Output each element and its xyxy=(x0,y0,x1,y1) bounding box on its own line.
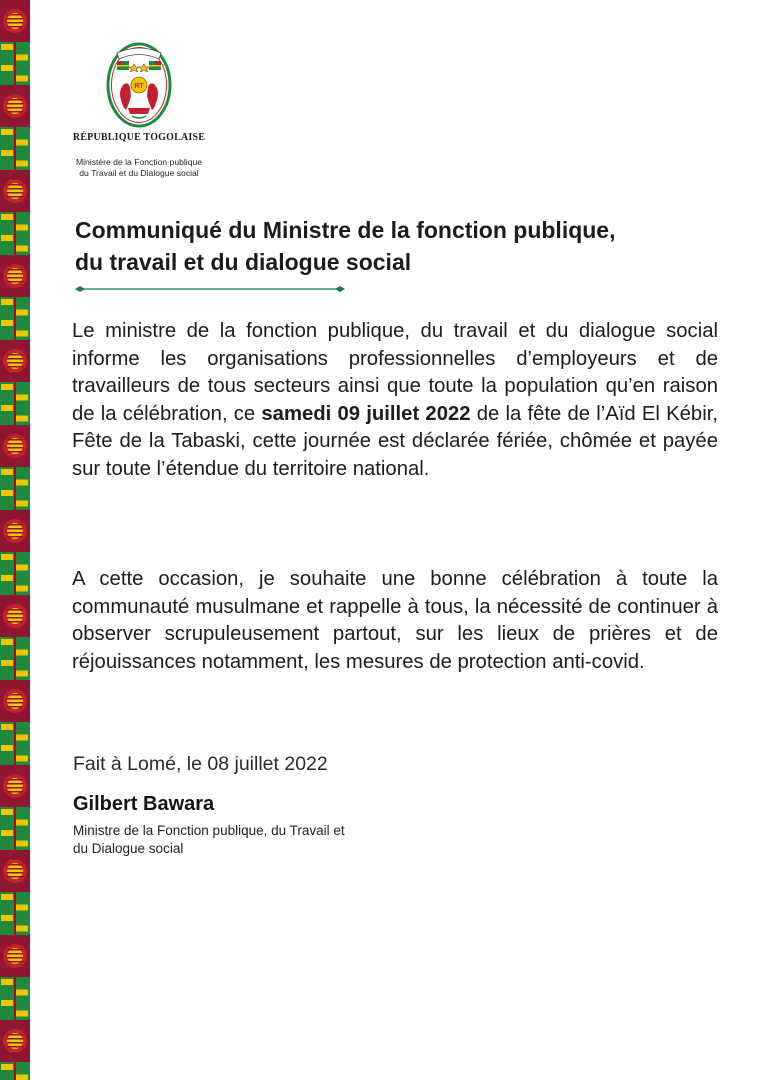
coat-of-arms-icon xyxy=(104,38,174,128)
para1-text-end: de la fête de l’Aïd El Kébir, Fête de la Tabaski, cette journée est déclarée fériée, chômée et payée sur toute l’étendue du territoire national. xyxy=(72,402,718,480)
ministry-line-2: du Travail et du Dialogue social xyxy=(79,168,199,178)
signatory-title-line-2: du Dialogue social xyxy=(73,841,184,856)
title-line-2: du travail et du dialogue social xyxy=(75,249,412,275)
ministry-header xyxy=(56,157,222,179)
title-line-1: Communiqué du Ministre de la fonction publique, xyxy=(75,217,616,243)
ministry-line-1: Ministère de la Fonction publique xyxy=(75,157,203,167)
holiday-date-highlight: samedi 09 juillet 2022 xyxy=(261,402,471,425)
title-divider xyxy=(75,284,345,294)
place-and-date: Fait à Lomé, le 08 juillet 2022 xyxy=(73,753,328,775)
para1-text-start: Le ministre de la fonction publique, du travail et du dialogue social informe les organisations professionnelles d’employeurs et de travailleurs de tous secteurs ainsi que toute la population qu’en raison de la célébration, ce xyxy=(72,320,718,425)
signatory-title xyxy=(73,822,453,858)
paragraph-announcement xyxy=(72,318,718,483)
signatory-title-line-1: Ministre de la Fonction publique, du Travail et xyxy=(73,823,345,838)
svg-text:RT: RT xyxy=(134,83,144,90)
communique-title xyxy=(75,214,735,278)
country-name: RÉPUBLIQUE TOGOLAISE xyxy=(72,132,206,143)
decorative-border-strip xyxy=(0,0,30,1080)
signatory-name: Gilbert Bawara xyxy=(73,793,215,815)
paragraph-wishes: A cette occasion, je souhaite une bonne célébration à toute la communauté musulmane et rappelle à tous, la nécessité de continuer à observer scrupuleusement partout, sur les lieux de prières et de réjouissances notamment, les mesures de protection anti-covid. xyxy=(72,568,718,673)
